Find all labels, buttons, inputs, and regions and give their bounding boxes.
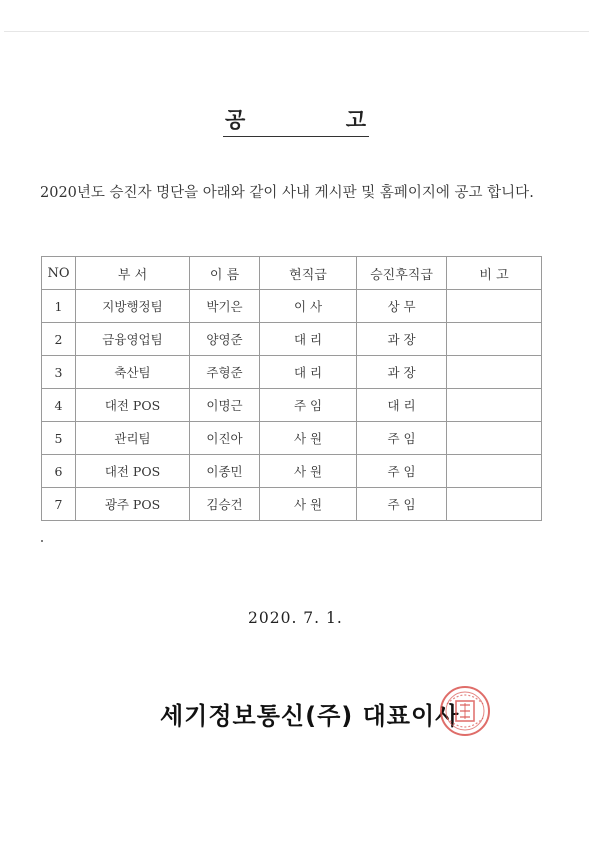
cell-current-rank: 주 임 — [260, 389, 357, 422]
cell-remarks — [447, 323, 542, 356]
table-header-row — [42, 257, 542, 290]
cell-no: 4 — [42, 389, 76, 422]
cell-department: 대전 POS — [76, 455, 190, 488]
cell-no: 6 — [42, 455, 76, 488]
announcement-text: 2020년도 승진자 명단을 아래와 같이 사내 게시판 및 홈페이지에 공고 합니다. — [40, 185, 534, 201]
table-row — [42, 389, 542, 422]
cell-no: 2 — [42, 323, 76, 356]
cell-department: 금융영업팀 — [76, 323, 190, 356]
cell-current-rank: 대 리 — [260, 323, 357, 356]
header-no: NO — [42, 257, 76, 290]
cell-remarks — [447, 389, 542, 422]
cell-name: 이진아 — [190, 422, 260, 455]
cell-department: 축산팀 — [76, 356, 190, 389]
cell-name: 김승건 — [190, 488, 260, 521]
stray-mark — [41, 540, 43, 542]
cell-remarks — [447, 422, 542, 455]
cell-no: 5 — [42, 422, 76, 455]
cell-department: 광주 POS — [76, 488, 190, 521]
cell-current-rank: 이 사 — [260, 290, 357, 323]
table-row — [42, 290, 542, 323]
cell-name: 이명근 — [190, 389, 260, 422]
cell-remarks — [447, 455, 542, 488]
cell-new-rank: 과 장 — [357, 356, 447, 389]
table-row — [42, 323, 542, 356]
cell-new-rank: 주 임 — [357, 488, 447, 521]
cell-department: 관리팀 — [76, 422, 190, 455]
promotion-table — [41, 256, 542, 521]
cell-new-rank: 주 임 — [357, 422, 447, 455]
cell-department: 지방행정팀 — [76, 290, 190, 323]
cell-current-rank: 사 원 — [260, 455, 357, 488]
header-name: 이 름 — [190, 257, 260, 290]
cell-current-rank: 대 리 — [260, 356, 357, 389]
table-row — [42, 455, 542, 488]
header-department: 부 서 — [76, 257, 190, 290]
cell-remarks — [447, 290, 542, 323]
cell-name: 박기은 — [190, 290, 260, 323]
cell-remarks — [447, 488, 542, 521]
top-rule — [4, 31, 589, 32]
table-row — [42, 422, 542, 455]
header-current-rank: 현직급 — [260, 257, 357, 290]
cell-no: 3 — [42, 356, 76, 389]
cell-new-rank: 과 장 — [357, 323, 447, 356]
title-char-right: 고 — [345, 107, 367, 132]
cell-name: 주형준 — [190, 356, 260, 389]
title-char-left: 공 — [225, 107, 247, 132]
cell-department: 대전 POS — [76, 389, 190, 422]
cell-new-rank: 상 무 — [357, 290, 447, 323]
table-row — [42, 356, 542, 389]
table-row — [42, 488, 542, 521]
cell-name: 이종민 — [190, 455, 260, 488]
cell-remarks — [447, 356, 542, 389]
cell-name: 양영준 — [190, 323, 260, 356]
cell-no: 1 — [42, 290, 76, 323]
company-signature: 세기정보통신(주) 대표이사 — [160, 702, 460, 730]
cell-current-rank: 사 원 — [260, 422, 357, 455]
cell-no: 7 — [42, 488, 76, 521]
cell-new-rank: 주 임 — [357, 455, 447, 488]
header-new-rank: 승진후직급 — [357, 257, 447, 290]
cell-new-rank: 대 리 — [357, 389, 447, 422]
page-title — [223, 104, 369, 137]
company-seal-icon — [438, 684, 492, 738]
announcement-date: 2020. 7. 1. — [248, 609, 343, 627]
header-remarks: 비 고 — [447, 257, 542, 290]
cell-current-rank: 사 원 — [260, 488, 357, 521]
